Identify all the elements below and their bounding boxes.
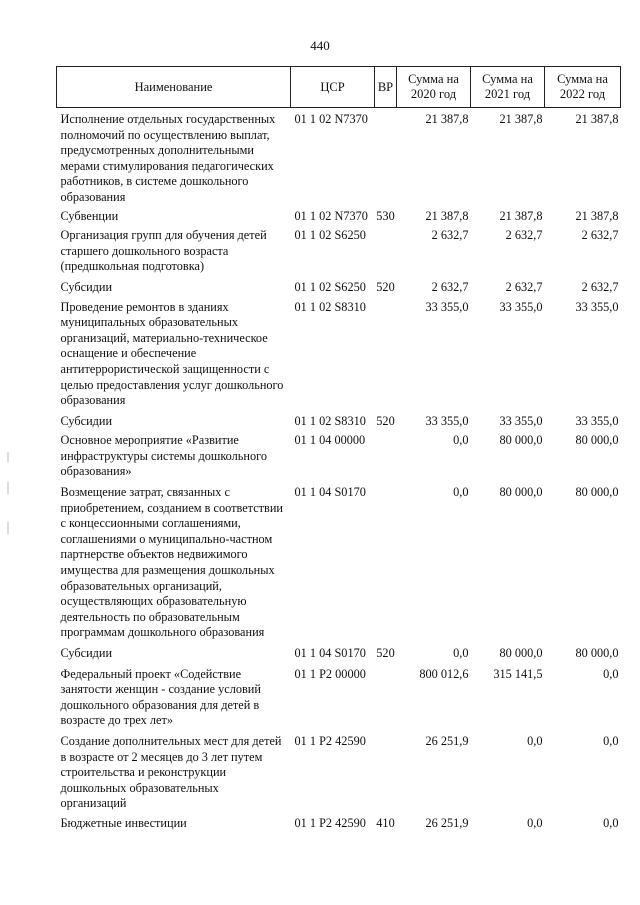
row-sum-2022: 80 000,0 (575, 433, 619, 448)
row-sum-2020: 0,0 (453, 646, 469, 660)
table-row (57, 433, 621, 485)
row-sum-2021: 33 355,0 (499, 413, 543, 428)
row-csr: 01 1 P2 42590 (294, 815, 366, 830)
row-csr: 01 1 04 00000 (294, 433, 366, 448)
header-csr: ЦСР (291, 67, 375, 108)
table-header-row (57, 67, 621, 108)
header-2022: Сумма на 2022 год (545, 67, 621, 108)
row-csr: 01 1 02 N7370 (294, 208, 368, 223)
row-csr: 01 1 02 S8310 (294, 413, 366, 428)
row-name: Бюджетные инвестиции (60, 815, 187, 830)
row-sum-2020: 33 355,0 (425, 413, 469, 428)
table-row (57, 112, 621, 209)
row-sum-2021: 2 632,7 (505, 228, 543, 243)
row-name: Основное мероприятие «Развитие инфраструктуры системы дошкольного образования» (60, 433, 268, 479)
row-name: Субвенции (60, 208, 119, 223)
table-body (57, 108, 621, 837)
table-row (57, 485, 621, 646)
row-vr (375, 485, 397, 646)
row-name: Субсидии (60, 413, 113, 428)
row-sum-2020: 33 355,0 (425, 299, 469, 314)
budget-table (56, 66, 621, 837)
row-sum-2022: 21 387,8 (575, 208, 619, 223)
row-sum-2021: 0,0 (527, 733, 543, 748)
row-sum-2021: 21 387,8 (499, 208, 543, 223)
table-row (57, 300, 621, 414)
row-csr: 01 1 02 S6250 (294, 279, 366, 294)
row-name: Возмещение затрат, связанных с приобретением, созданием в соответствии с концессионными соглашениями, соглашениями о муниципально-частном партнерстве объектов недвижимого имущества для размещения дошкольных образовательных организаций, осуществляющих образовательную деятельность по образовательным программам дошкольного образования (60, 485, 283, 640)
row-sum-2021: 80 000,0 (499, 485, 543, 500)
row-vr (375, 300, 397, 414)
table-row (57, 734, 621, 816)
row-sum-2021: 80 000,0 (499, 646, 543, 660)
row-sum-2022: 2 632,7 (581, 228, 619, 243)
header-name: Наименование (57, 67, 291, 108)
row-vr (375, 228, 397, 280)
table-row (57, 280, 621, 300)
row-name: Субсидии (60, 646, 113, 660)
header-2020: Сумма на 2020 год (397, 67, 471, 108)
row-csr: 01 1 04 S0170 (294, 485, 366, 500)
row-sum-2022: 0,0 (603, 666, 619, 681)
row-sum-2020: 26 251,9 (425, 733, 469, 748)
table-row (57, 816, 621, 837)
row-csr: 01 1 P2 42590 (294, 733, 366, 748)
row-sum-2020: 2 632,7 (431, 279, 469, 294)
row-sum-2020: 21 387,8 (425, 112, 469, 126)
row-sum-2021: 0,0 (527, 815, 543, 830)
row-sum-2022: 0,0 (603, 815, 619, 830)
row-sum-2022: 33 355,0 (575, 413, 619, 428)
row-name: Федеральный проект «Содействие занятости женщин - создание условий дошкольного образования для детей в возрасте до трех лет» (60, 666, 261, 728)
table-row (57, 667, 621, 734)
row-name: Организация групп для обучения детей старшего дошкольного возраста (предшкольная подготовка) (60, 228, 267, 274)
row-sum-2021: 33 355,0 (499, 299, 543, 314)
row-csr: 01 1 02 N7370 (294, 112, 368, 126)
row-sum-2021: 315 141,5 (493, 666, 543, 681)
binding-mark (6, 452, 10, 542)
header-2021: Сумма на 2021 год (471, 67, 545, 108)
row-sum-2022: 33 355,0 (575, 299, 619, 314)
row-sum-2022: 2 632,7 (581, 279, 619, 294)
row-sum-2021: 21 387,8 (499, 112, 543, 126)
row-vr: 520 (376, 279, 395, 294)
row-sum-2020: 21 387,8 (425, 208, 469, 223)
row-sum-2022: 80 000,0 (575, 485, 619, 500)
row-sum-2020: 2 632,7 (431, 228, 469, 243)
table-row (57, 414, 621, 434)
row-csr: 01 1 04 S0170 (294, 646, 366, 660)
row-sum-2022: 21 387,8 (575, 112, 619, 126)
row-vr: 520 (376, 413, 395, 428)
header-vr: ВР (375, 67, 397, 108)
row-sum-2020: 0,0 (453, 485, 469, 500)
row-vr (375, 667, 397, 734)
row-sum-2022: 80 000,0 (575, 646, 619, 660)
row-name: Исполнение отдельных государственных полномочий по осуществлению выплат, предусмотренных дополнительными мерами стимулирования педагогических работников, в системе дошкольного образования (60, 112, 276, 204)
table-row (57, 646, 621, 667)
row-csr: 01 1 02 S6250 (294, 228, 366, 243)
table-row (57, 209, 621, 229)
page-number: 440 (310, 38, 330, 53)
row-vr (375, 433, 397, 485)
row-sum-2021: 80 000,0 (499, 433, 543, 448)
row-vr: 530 (376, 208, 395, 223)
row-vr: 410 (376, 815, 395, 830)
row-vr: 520 (376, 646, 395, 660)
row-sum-2020: 0,0 (453, 433, 469, 448)
table-row (57, 228, 621, 280)
row-vr (375, 734, 397, 816)
row-csr: 01 1 02 S8310 (294, 299, 366, 314)
row-csr: 01 1 P2 00000 (294, 666, 366, 681)
row-vr (375, 112, 397, 209)
row-sum-2020: 26 251,9 (425, 815, 469, 830)
row-name: Проведение ремонтов в зданиях муниципальных образовательных организаций, материально-техническое оснащение и обеспечение антитеррористической защищенности с целью предоставления услуг дошкольного образования (60, 299, 284, 408)
row-name: Создание дополнительных мест для детей в возрасте от 2 месяцев до 3 лет путем строительства и реконструкции дошкольных образовательных организаций (60, 733, 282, 811)
row-sum-2020: 800 012,6 (419, 666, 469, 681)
row-sum-2021: 2 632,7 (505, 279, 543, 294)
row-sum-2022: 0,0 (603, 733, 619, 748)
row-name: Субсидии (60, 279, 113, 294)
